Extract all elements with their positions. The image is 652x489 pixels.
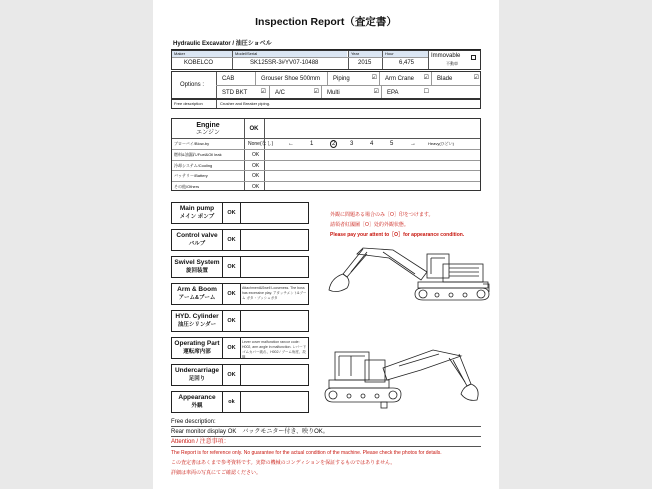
section-label-jp: バルブ: [188, 241, 206, 247]
option-cell: [327, 72, 380, 85]
engine-row-label: バッテリー/Battery: [174, 173, 208, 179]
red-note-line1: 外観に問題ある場合のみ［O］印をつけます。: [330, 212, 434, 218]
options-row-2: [217, 86, 481, 98]
free-description-label: Free description: [174, 101, 203, 106]
section-note: Attachment&Swell Looseness. The boss has excessive play. アタッチメント&ブーム ガタ・ブッシュガタ: [242, 286, 307, 300]
free-description-text: Rear monitor display OK バックモニター付き、映りOK。: [171, 429, 329, 435]
option-cell: [431, 72, 482, 85]
immovable-label: Immovable: [431, 53, 461, 59]
engine-row-label: 燃料&油漏れ/Fuel&Oil leak: [174, 152, 222, 158]
options-label: Options :: [180, 82, 205, 88]
section-label: Operating Part: [174, 340, 220, 347]
option-cell: [321, 86, 382, 98]
section-label: Undercarriage: [174, 367, 220, 374]
section-label-jp: 外観: [191, 403, 203, 409]
hour-value: 6,475: [399, 60, 415, 66]
attention-line1: The Report is for reference only. No guarantee for the actual condition of the machine. Please check the photos for details.: [171, 450, 442, 456]
option-label: Piping: [333, 76, 350, 82]
inspection-section: [171, 202, 309, 224]
option-label: A/C: [275, 90, 286, 96]
divider: [171, 446, 481, 447]
section-note: Lever cover malfunction rancor code: H002, arm angle in malfunction. レバー下ゴムカバー破れ、H002 / ブーム角度、故障: [242, 340, 307, 359]
section-label: Control valve: [176, 232, 218, 239]
section-label: Appearance: [178, 394, 216, 401]
section-label-group: [172, 311, 222, 331]
section-label-jp: 足回り: [188, 376, 206, 382]
red-note-line3: Please pay your attent to［O］for appearance condition.: [330, 232, 465, 238]
divider: [171, 426, 481, 427]
engine-row-value: OK: [252, 183, 260, 190]
option-label: Multi: [327, 90, 340, 96]
engine-label-jp: エンジン: [196, 130, 220, 136]
model-label: Model/Serial: [235, 51, 258, 56]
engine-row: [172, 149, 480, 160]
option-checkbox[interactable]: ☑: [313, 89, 319, 95]
option-cell: [217, 72, 255, 85]
option-cell: [255, 72, 328, 85]
option-checkbox[interactable]: ☑: [423, 75, 429, 81]
attention-line2: この査定書はあくまで参考資料です。実際の機械のコンディションを保証するものではありません。: [171, 460, 396, 466]
option-label: Arm Crane: [385, 76, 415, 82]
option-checkbox[interactable]: ☑: [371, 75, 377, 81]
option-label: CAB: [222, 76, 235, 82]
option-checkbox[interactable]: ☑: [473, 75, 479, 81]
scale-value: 3: [350, 141, 354, 147]
option-label: Grouser Shoe 500mm: [261, 76, 321, 82]
engine-row-value: OK: [252, 162, 260, 169]
section-label-jp: 運転席内部: [183, 349, 211, 355]
section-label-group: [172, 203, 222, 223]
option-cell: [379, 72, 432, 85]
section-status: OK: [222, 365, 241, 385]
option-checkbox[interactable]: ☑: [260, 89, 266, 95]
scale-value: 5: [390, 141, 394, 147]
section-label-jp: アーム&ブーム: [178, 295, 216, 301]
immovable-jp: 不動車: [446, 61, 458, 66]
inspection-section: [171, 337, 309, 359]
section-status: ok: [222, 392, 241, 412]
section-label: Arm & Boom: [177, 286, 217, 293]
year-value: 2015: [358, 60, 372, 66]
section-status: OK: [222, 257, 241, 277]
hour-label: Hour: [385, 51, 394, 56]
option-cell: [381, 86, 432, 98]
scale-right-arrow: →: [410, 141, 416, 147]
inspection-section: [171, 391, 309, 413]
section-label-group: [172, 392, 222, 412]
inspection-section: [171, 256, 309, 278]
engine-row-label: 冷却システム/Cooling: [174, 162, 213, 168]
section-label-jp: 旋回装置: [185, 268, 208, 274]
excavator-side-view-drawing: [323, 244, 493, 314]
inspection-section: [171, 229, 309, 251]
maker-label: Maker: [174, 51, 186, 56]
engine-row: [172, 181, 480, 192]
section-label-group: [172, 257, 222, 277]
options-table: [171, 71, 481, 99]
engine-row-label: ブローバイ/Blow-by: [174, 141, 210, 146]
engine-row-value: OK: [252, 173, 260, 180]
section-status: OK: [222, 338, 241, 358]
section-status: OK: [222, 203, 241, 223]
section-label: Swivel System: [174, 259, 220, 266]
option-label: Blade: [437, 76, 453, 82]
section-label-jp: 油圧シリンダー: [177, 322, 217, 328]
section-label-group: [172, 284, 222, 304]
free-description-heading: Free description:: [171, 419, 216, 425]
free-description-row: [171, 99, 481, 109]
red-note-line2: 請領者紅國圖［O］处的外観状態。: [330, 222, 409, 228]
divider: [171, 436, 481, 437]
scale-value: 4: [370, 141, 374, 147]
maker-value: KOBELCO: [184, 60, 214, 66]
inspection-section: [171, 283, 309, 305]
section-label-group: [172, 365, 222, 385]
section-label-jp: メイン ポンプ: [179, 214, 215, 220]
scale-left-arrow: ←: [288, 141, 294, 147]
engine-table: [171, 118, 481, 191]
engine-row: [172, 170, 480, 181]
section-label-group: [172, 338, 222, 358]
option-cell: [217, 86, 269, 98]
option-cell: [269, 86, 322, 98]
report-title: Inspection Report（査定書）: [255, 16, 397, 28]
option-checkbox[interactable]: ☐: [423, 89, 429, 95]
engine-label: Engine: [196, 122, 220, 129]
year-label: Year: [351, 51, 360, 56]
engine-row-label: その他/Others: [174, 183, 200, 189]
options-row-1: [217, 72, 481, 85]
scale-value: 1: [310, 141, 314, 147]
section-label-group: [172, 230, 222, 250]
attention-line3: 詳細は車両の写真にてご確認ください。: [171, 470, 262, 476]
engine-row: [172, 160, 480, 171]
section-status: OK: [222, 311, 241, 331]
machine-heading: Hydraulic Excavator / 油圧ショベル: [173, 41, 272, 47]
option-checkbox[interactable]: ☑: [373, 89, 379, 95]
option-label: STD BKT: [222, 90, 248, 96]
section-status: OK: [222, 230, 241, 250]
engine-status: OK: [249, 126, 259, 132]
model-value: SK125SR-3#YV07-10488: [250, 60, 319, 66]
section-status: OK: [222, 284, 241, 304]
engine-row: [172, 139, 480, 149]
section-label: HYD. Cylinder: [175, 313, 219, 320]
scale-end-label: Heavy(ひどい): [428, 141, 455, 146]
engine-row-value: OK: [252, 152, 260, 159]
section-label: Main pump: [179, 205, 215, 212]
option-label: EPA: [387, 90, 399, 96]
immovable-checkbox[interactable]: [471, 55, 476, 60]
inspection-section: [171, 364, 309, 386]
machine-header-table: [171, 50, 481, 70]
attention-heading: Attention / 注意事項：: [171, 439, 230, 445]
inspection-report-page: [153, 0, 499, 489]
engine-row-value: None(なし): [248, 141, 274, 147]
free-description-value: Crusher and Breaker piping.: [220, 101, 271, 106]
scale-value: 2: [332, 141, 336, 147]
inspection-section: [171, 310, 309, 332]
excavator-angled-view-drawing: [321, 344, 493, 418]
